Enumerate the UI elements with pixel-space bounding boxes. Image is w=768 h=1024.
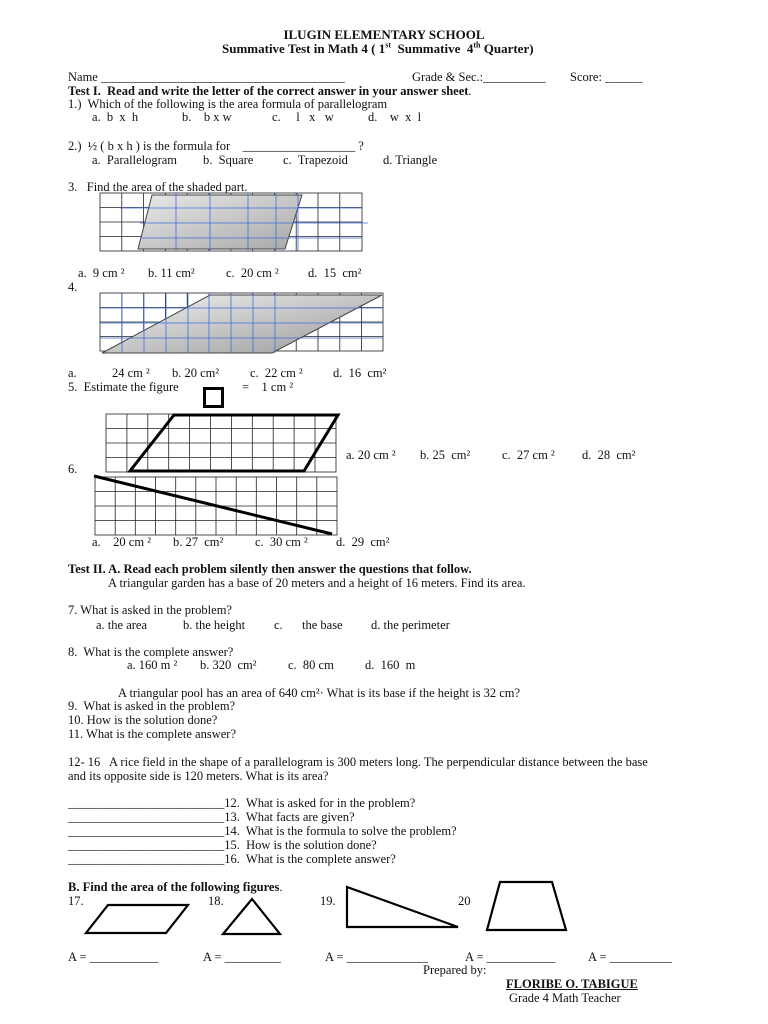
question-16[interactable]: _________________________16. What is the complete answer? [68,852,396,866]
q3-grid-figure [100,193,370,253]
q3-choice-b: b. 11 cm² [148,266,195,280]
answer-19[interactable]: A = _____________ [325,950,428,964]
q6-choice-c: c. 30 cm ² [255,535,308,549]
q5-choice-c: c. 27 cm ² [502,448,555,462]
q2-choice-b: b. Square [203,153,254,167]
question-2: 2.) ½ ( b x h ) is the formula for __________________ ? [68,139,364,153]
grade-field[interactable]: Grade & Sec.:__________ [412,70,546,84]
subtitle-part-b: Summative 4 [391,41,474,56]
q6-diagonal [94,476,332,534]
question-12[interactable]: _________________________12. What is asked for in the problem? [68,796,416,810]
q8-choice-c: c. 80 cm [288,658,334,672]
answer-17[interactable]: A = ___________ [68,950,159,964]
test2-heading: Test II. A. Read each problem silently then answer the questions that follow. [68,562,472,576]
q6-choice-a: a. 20 cm ² [92,535,151,549]
answer-20[interactable]: A = ___________ [465,950,556,964]
problem-3-line-2: and its opposite side is 120 meters. What is its area? [68,769,329,783]
question-10: 10. How is the solution done? [68,713,218,727]
q6-choice-b: b. 27 cm² [173,535,224,549]
problem-2-text: A triangular pool has an area of 640 cm²· What is its base if the height is 32 cm? [118,686,521,700]
q3-shaded-parallelogram [138,195,302,249]
q5-unit-label: = 1 cm ² [242,380,294,394]
answer-21[interactable]: A = __________ [588,950,673,964]
test-subtitle [222,42,534,56]
subtitle-part-a: Summative Test in Math 4 ( 1 [222,41,386,56]
figure-19-label: 19. [320,894,336,908]
q2-choice-c: c. Trapezoid [283,153,348,167]
question-15[interactable]: _________________________15. How is the solution done? [68,838,377,852]
figure-20-trapezoid [484,879,570,933]
part-b-heading-period: . [279,880,283,894]
teacher-name: FLORIBE O. TABIGUE [506,977,638,991]
unit-square-icon [203,387,225,409]
q1-choice-c: c. l x w [272,110,334,124]
question-5: 5. Estimate the figure [68,380,179,394]
q7-choice-b: b. the height [183,618,246,632]
q6-grid-figure [94,476,340,538]
q5-choice-b: b. 25 cm² [420,448,471,462]
q5-grid-figure [106,414,342,474]
test1-heading [68,84,472,98]
test1-heading-period: . [468,84,472,98]
q1-choice-d: d. w x l [368,110,422,124]
answer-18[interactable]: A = _________ [203,950,281,964]
figure-19-right-triangle [344,884,462,930]
q3-choice-a: a. 9 cm ² [78,266,125,280]
figure-20-label: 20 [458,894,471,908]
q7-choice-c-letter: c. [274,618,283,632]
question-14[interactable]: _________________________14. What is the formula to solve the problem? [68,824,457,838]
q3-choice-d: d. 15 cm² [308,266,362,280]
q3-choice-c: c. 20 cm ² [226,266,279,280]
q5-choice-a: a. 20 cm ² [346,448,396,462]
q6-choice-d: d. 29 cm² [336,535,390,549]
q1-choice-a: a. b x h [92,110,139,124]
subtitle-sup-2: th [473,40,481,50]
school-name: ILUGIN ELEMENTARY SCHOOL [283,27,485,42]
question-3: 3. Find the area of the shaded part. [68,180,248,194]
q4-grid-figure [100,293,390,355]
figure-18-triangle [220,897,284,937]
q4-choice-b: b. 20 cm² [172,366,220,380]
q7-choice-a: a. the area [96,618,148,632]
part-b-heading-text: B. Find the area of the following figures [68,880,280,894]
question-4: 4. [68,280,78,294]
q7-choice-d: d. the perimeter [371,618,450,632]
problem-1-text: A triangular garden has a base of 20 meters and a height of 16 meters. Find its area. [108,576,526,590]
q4-choice-d: d. 16 cm² [333,366,387,380]
question-11: 11. What is the complete answer? [68,727,236,741]
figure-17-parallelogram [84,903,194,935]
q5-choice-d: d. 28 cm² [582,448,636,462]
q8-choice-d: d. 160 m [365,658,416,672]
question-9: 9. What is asked in the problem? [68,699,236,713]
part-b-heading [68,880,282,894]
question-13[interactable]: _________________________13. What facts are given? [68,810,355,824]
question-1: 1.) Which of the following is the area formula of parallelogram [68,97,388,111]
q4-choice-a-letter: a. [68,366,77,380]
q8-choice-b: b. 320 cm² [200,658,257,672]
figure-17-label: 17. [68,894,84,908]
q2-choice-d: d. Triangle [383,153,438,167]
score-field[interactable]: Score: ______ [570,70,643,84]
q8-choice-a: a. 160 m ² [127,658,178,672]
question-8: 8. What is the complete answer? [68,645,234,659]
subtitle-part-c: Quarter) [480,41,534,56]
q2-choice-a: a. Parallelogram [92,153,178,167]
question-6: 6. [68,462,78,476]
question-7: 7. What is asked in the problem? [68,603,232,617]
teacher-title: Grade 4 Math Teacher [509,991,621,1005]
q4-choice-c: c. 22 cm ² [250,366,303,380]
q4-choice-a: 24 cm ² [112,366,150,380]
test1-heading-text: Test I. Read and write the letter of the correct answer in your answer sheet [68,84,469,98]
q7-choice-c: the base [302,618,343,632]
q1-choice-b: b. b x w [182,110,232,124]
problem-3-line-1: 12- 16 A rice field in the shape of a parallelogram is 300 meters long. The perpendicular distance between the base [68,755,648,769]
figure-18-label: 18. [208,894,224,908]
subtitle-sup-1: st [385,40,392,50]
prepared-by-label: Prepared by: [423,963,487,977]
name-field[interactable]: Name _______________________________________ [68,70,345,84]
